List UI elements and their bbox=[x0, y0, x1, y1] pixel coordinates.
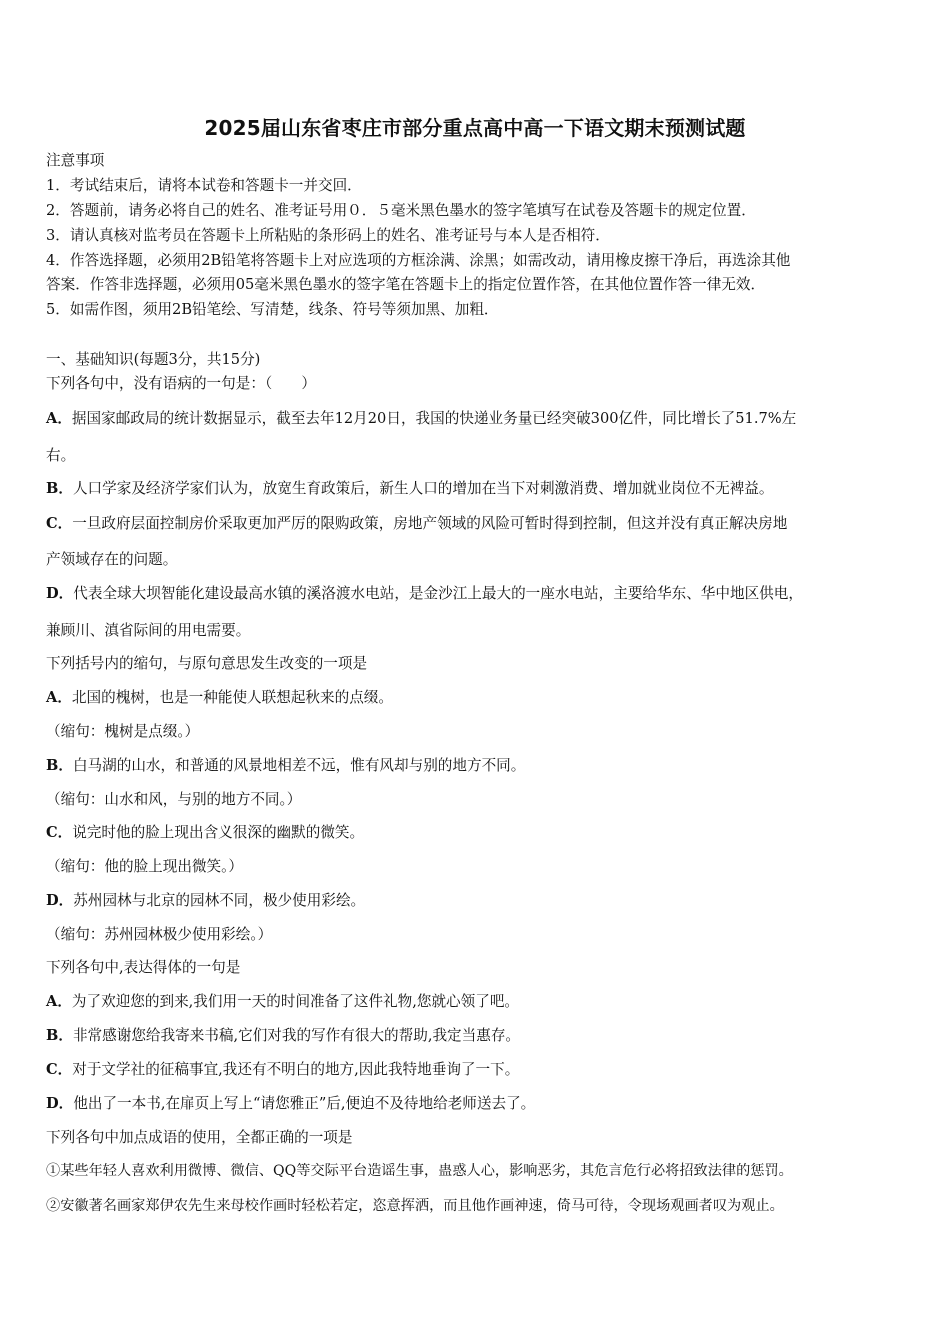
question-2-option-d-note: （缩句：苏州园林极少使用彩绘。） bbox=[46, 926, 273, 943]
option-text: 白马湖的山水，和普通的风景地相差不远，惟有风却与别的地方不同。 bbox=[72, 757, 526, 774]
notice-item: 答案．作答非选择题，必须用05毫米黑色墨水的签字笔在答题卡上的指定位置作答，在其他位置作答一律无效． bbox=[46, 276, 766, 293]
option-label: C． bbox=[46, 1061, 73, 1078]
question-1-stem: 下列各句中，没有语病的一句是：（ ） bbox=[46, 375, 316, 392]
option-text: 他出了一本书,在扉页上写上“请您雅正”后,便迫不及待地给老师送去了。 bbox=[73, 1095, 536, 1112]
option-label: D． bbox=[46, 1095, 74, 1112]
question-1-option-c bbox=[46, 514, 787, 534]
option-text: 苏州园林与北京的园林不同，极少使用彩绘。 bbox=[73, 892, 366, 909]
question-3-option-b bbox=[46, 1026, 520, 1046]
notice-item: 1．考试结束后，请将本试卷和答题卡一并交回． bbox=[46, 177, 362, 194]
option-text: 非常感谢您给我寄来书稿,它们对我的写作有很大的帮助,我定当惠存。 bbox=[72, 1027, 521, 1044]
question-4-item-2: ②安徽著名画家郑伊农先生来母校作画时轻松若定，恣意挥洒，而且他作画神速，倚马可待，令现场观画者叹为观止。 bbox=[46, 1198, 784, 1214]
question-1-option-b bbox=[46, 479, 773, 499]
question-2-option-c-note: （缩句：他的脸上现出微笑。） bbox=[46, 858, 244, 875]
question-4-stem: 下列各句中加点成语的使用，全都正确的一项是 bbox=[46, 1129, 353, 1146]
question-3-stem: 下列各句中,表达得体的一句是 bbox=[46, 959, 241, 976]
option-text: 人口学家及经济学家们认为，放宽生育政策后，新生人口的增加在当下对刺激消费、增加就业岗位不无裨益。 bbox=[72, 480, 774, 497]
option-text: 说完时他的脸上现出含义很深的幽默的微笑。 bbox=[72, 824, 365, 841]
option-label: B． bbox=[46, 757, 73, 774]
notice-item: 4．作答选择题，必须用2B铅笔将答题卡上对应选项的方框涂满、涂黑；如需改动，请用橡皮擦干净后，再选涂其他 bbox=[46, 252, 791, 269]
question-1-option-d bbox=[46, 584, 803, 604]
option-label: A． bbox=[46, 993, 72, 1010]
section-heading: 一、基础知识(每题3分，共15分) bbox=[46, 351, 261, 368]
question-3-option-a bbox=[46, 992, 519, 1012]
option-label: D． bbox=[46, 892, 74, 909]
notice-item: 3．请认真核对监考员在答题卡上所粘贴的条形码上的姓名、准考证号与本人是否相符． bbox=[46, 227, 610, 244]
option-text: 据国家邮政局的统计数据显示，截至去年12月20日，我国的快递业务量已经突破300亿件，同比增长了51.7%左 bbox=[71, 410, 797, 427]
notice-item: 5．如需作图，须用2B铅笔绘、写清楚，线条、符号等须加黑、加粗． bbox=[46, 301, 499, 318]
option-label: A． bbox=[46, 410, 72, 427]
question-2-option-c bbox=[46, 823, 364, 843]
question-2-option-a bbox=[46, 688, 393, 708]
notice-item: 2．答题前，请务必将自己的姓名、准考证号用０．５毫米黑色墨水的签字笔填写在试卷及答题卡的规定位置． bbox=[46, 202, 756, 219]
option-label: A． bbox=[46, 689, 72, 706]
question-1-option-a-cont: 右。 bbox=[46, 447, 76, 464]
question-2-option-a-note: （缩句：槐树是点缀。） bbox=[46, 723, 200, 740]
option-label: C． bbox=[46, 824, 73, 841]
option-label: B． bbox=[46, 1027, 73, 1044]
question-2-option-b bbox=[46, 756, 525, 776]
option-label: D． bbox=[46, 585, 74, 602]
question-2-option-b-note: （缩句：山水和风，与别的地方不同。） bbox=[46, 791, 302, 808]
question-1-option-d-cont: 兼顾川、滇省际间的用电需要。 bbox=[46, 622, 251, 639]
option-text: 北国的槐树，也是一种能使人联想起秋来的点缀。 bbox=[71, 689, 393, 706]
option-label: B． bbox=[46, 480, 73, 497]
question-4-item-1: ①某些年轻人喜欢利用微博、微信、QQ等交际平台造谣生事，蛊惑人心，影响恶劣，其危言危行必将招致法律的惩罚。 bbox=[46, 1163, 793, 1179]
question-3-option-c bbox=[46, 1060, 519, 1080]
question-3-option-d bbox=[46, 1094, 535, 1114]
exam-title: 2025届山东省枣庄市部分重点高中高一下语文期末预测试题 bbox=[204, 116, 746, 140]
option-label: C． bbox=[46, 515, 73, 532]
question-1-option-c-cont: 产领域存在的问题。 bbox=[46, 551, 178, 568]
option-text: 对于文学社的征稿事宜,我还有不明白的地方,因此我特地垂询了一下。 bbox=[72, 1061, 520, 1078]
question-2-stem: 下列括号内的缩句，与原句意思发生改变的一项是 bbox=[46, 655, 368, 672]
notice-heading: 注意事项 bbox=[46, 152, 105, 169]
option-text: 一旦政府层面控制房价采取更加严厉的限购政策，房地产领域的风险可暂时得到控制，但这并没有真正解决房地 bbox=[72, 515, 788, 532]
question-2-option-d bbox=[46, 891, 365, 911]
option-text: 为了欢迎您的到来,我们用一天的时间准备了这件礼物,您就心领了吧。 bbox=[71, 993, 520, 1010]
option-text: 代表全球大坝智能化建设最高水镇的溪洛渡水电站，是金沙江上最大的一座水电站，主要给华东、华中地区供电， bbox=[73, 585, 803, 602]
question-1-option-a bbox=[46, 409, 796, 429]
